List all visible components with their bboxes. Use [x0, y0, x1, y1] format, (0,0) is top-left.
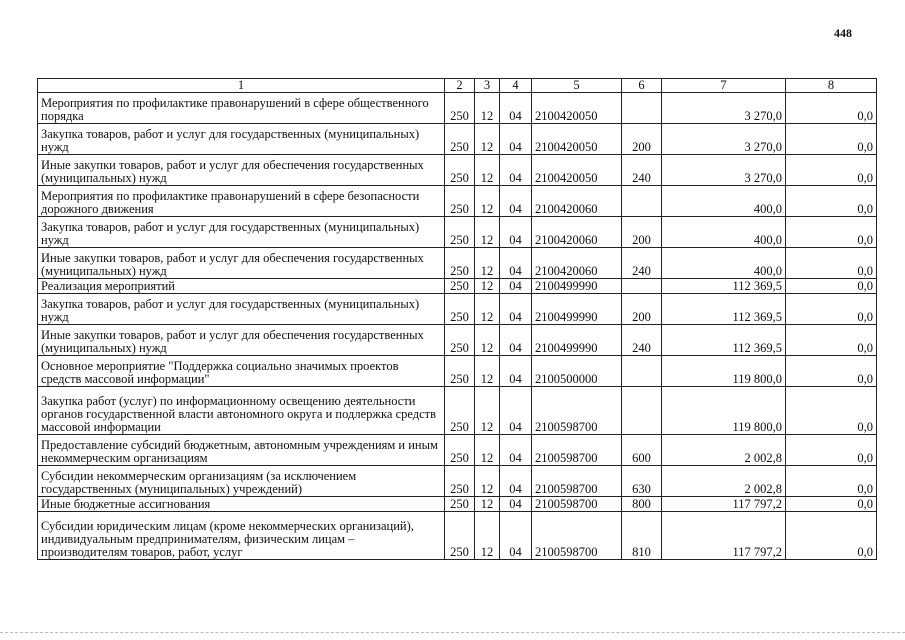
table-row: [38, 124, 877, 155]
table-row: [38, 294, 877, 325]
row-value-cell: 12: [475, 435, 500, 466]
row-value-cell: 2 002,8: [662, 466, 786, 497]
row-name-cell: Иные закупки товаров, работ и услуг для обеспечения государственных (муниципальных) нужд: [38, 248, 445, 279]
row-value-cell: 0,0: [786, 155, 877, 186]
table-row: [38, 279, 877, 294]
table-row: [38, 512, 877, 560]
row-value-cell: 250: [445, 497, 475, 512]
row-value-cell: 250: [445, 435, 475, 466]
row-value-cell: 04: [500, 512, 532, 560]
header-row: [38, 79, 877, 93]
row-value-cell: 250: [445, 387, 475, 435]
row-value-cell: [622, 279, 662, 294]
row-value-cell: 117 797,2: [662, 497, 786, 512]
row-value-cell: 12: [475, 356, 500, 387]
row-value-cell: 12: [475, 294, 500, 325]
header-cell: 2: [445, 79, 475, 93]
row-value-cell: 04: [500, 435, 532, 466]
row-value-cell: 2100420050: [532, 93, 622, 124]
row-value-cell: 250: [445, 124, 475, 155]
header-cell: 3: [475, 79, 500, 93]
row-value-cell: 250: [445, 294, 475, 325]
row-value-cell: 810: [622, 512, 662, 560]
row-value-cell: 250: [445, 279, 475, 294]
row-value-cell: 0,0: [786, 325, 877, 356]
row-value-cell: 630: [622, 466, 662, 497]
row-value-cell: 04: [500, 387, 532, 435]
row-name-cell: Субсидии юридическим лицам (кроме некоммерческих организаций), индивидуальным предпринимателям, физическим лицам – производителям товаров, работ, услуг: [38, 512, 445, 560]
row-value-cell: 12: [475, 93, 500, 124]
row-value-cell: 2100420050: [532, 155, 622, 186]
row-value-cell: 400,0: [662, 186, 786, 217]
budget-table: [37, 78, 877, 560]
row-value-cell: 200: [622, 217, 662, 248]
row-value-cell: 04: [500, 294, 532, 325]
row-value-cell: 12: [475, 325, 500, 356]
row-value-cell: 200: [622, 124, 662, 155]
row-name-cell: Реализация мероприятий: [38, 279, 445, 294]
row-value-cell: 600: [622, 435, 662, 466]
row-value-cell: 0,0: [786, 93, 877, 124]
row-name-cell: Иные закупки товаров, работ и услуг для обеспечения государственных (муниципальных) нужд: [38, 325, 445, 356]
row-name-cell: Основное мероприятие "Поддержка социально значимых проектов средств массовой информации": [38, 356, 445, 387]
table-row: [38, 497, 877, 512]
header-cell: 6: [622, 79, 662, 93]
row-value-cell: 2100598700: [532, 435, 622, 466]
row-name-cell: Иные закупки товаров, работ и услуг для обеспечения государственных (муниципальных) нужд: [38, 155, 445, 186]
row-value-cell: 04: [500, 186, 532, 217]
table-row: [38, 186, 877, 217]
row-value-cell: 04: [500, 356, 532, 387]
row-name-cell: Предоставление субсидий бюджетным, автономным учреждениям и иным некоммерческим организациям: [38, 435, 445, 466]
row-value-cell: 12: [475, 497, 500, 512]
row-value-cell: 2100499990: [532, 325, 622, 356]
row-value-cell: 0,0: [786, 497, 877, 512]
row-value-cell: 12: [475, 155, 500, 186]
row-value-cell: 12: [475, 512, 500, 560]
row-value-cell: 2100420060: [532, 186, 622, 217]
row-value-cell: 12: [475, 466, 500, 497]
scan-edge-line: [0, 632, 905, 633]
row-value-cell: 250: [445, 512, 475, 560]
row-value-cell: 400,0: [662, 217, 786, 248]
row-value-cell: 2100420050: [532, 124, 622, 155]
row-value-cell: 04: [500, 155, 532, 186]
row-value-cell: 2100598700: [532, 387, 622, 435]
row-name-cell: Закупка работ (услуг) по информационному освещению деятельности органов государственной власти автономного округа и подлержка средств массовой информации: [38, 387, 445, 435]
row-value-cell: 0,0: [786, 466, 877, 497]
row-name-cell: Иные бюджетные ассигнования: [38, 497, 445, 512]
row-value-cell: 3 270,0: [662, 93, 786, 124]
header-cell: 8: [786, 79, 877, 93]
table-row: [38, 217, 877, 248]
row-value-cell: 04: [500, 497, 532, 512]
header-cell: 7: [662, 79, 786, 93]
row-value-cell: 2100499990: [532, 279, 622, 294]
row-value-cell: 12: [475, 387, 500, 435]
row-value-cell: 3 270,0: [662, 124, 786, 155]
row-name-cell: Закупка товаров, работ и услуг для государственных (муниципальных) нужд: [38, 124, 445, 155]
row-value-cell: 400,0: [662, 248, 786, 279]
row-value-cell: 119 800,0: [662, 387, 786, 435]
row-value-cell: 0,0: [786, 248, 877, 279]
row-value-cell: 2100420060: [532, 217, 622, 248]
row-value-cell: 250: [445, 155, 475, 186]
row-value-cell: 0,0: [786, 356, 877, 387]
row-value-cell: 250: [445, 466, 475, 497]
row-value-cell: 2100598700: [532, 512, 622, 560]
row-value-cell: 0,0: [786, 387, 877, 435]
row-value-cell: 0,0: [786, 512, 877, 560]
table-row: [38, 435, 877, 466]
row-value-cell: 3 270,0: [662, 155, 786, 186]
row-value-cell: 250: [445, 186, 475, 217]
row-name-cell: Мероприятия по профилактике правонарушений в сфере безопасности дорожного движения: [38, 186, 445, 217]
row-value-cell: 240: [622, 325, 662, 356]
row-value-cell: 04: [500, 248, 532, 279]
row-value-cell: 12: [475, 124, 500, 155]
row-value-cell: 0,0: [786, 435, 877, 466]
row-value-cell: 112 369,5: [662, 279, 786, 294]
header-cell: 5: [532, 79, 622, 93]
row-name-cell: Мероприятия по профилактике правонарушений в сфере общественного порядка: [38, 93, 445, 124]
row-value-cell: 04: [500, 93, 532, 124]
row-name-cell: Закупка товаров, работ и услуг для государственных (муниципальных) нужд: [38, 217, 445, 248]
row-value-cell: [622, 186, 662, 217]
row-value-cell: 240: [622, 155, 662, 186]
row-value-cell: 119 800,0: [662, 356, 786, 387]
row-value-cell: 250: [445, 93, 475, 124]
row-value-cell: 800: [622, 497, 662, 512]
row-value-cell: 2100598700: [532, 497, 622, 512]
row-value-cell: 250: [445, 356, 475, 387]
page-number: 448: [834, 26, 852, 40]
row-value-cell: 200: [622, 294, 662, 325]
row-value-cell: 0,0: [786, 217, 877, 248]
row-value-cell: 250: [445, 248, 475, 279]
row-value-cell: 0,0: [786, 279, 877, 294]
row-value-cell: 12: [475, 279, 500, 294]
row-value-cell: 0,0: [786, 186, 877, 217]
table-row: [38, 356, 877, 387]
row-value-cell: 04: [500, 279, 532, 294]
row-value-cell: 12: [475, 186, 500, 217]
row-value-cell: 04: [500, 217, 532, 248]
header-cell: 4: [500, 79, 532, 93]
table-row: [38, 387, 877, 435]
row-name-cell: Закупка товаров, работ и услуг для государственных (муниципальных) нужд: [38, 294, 445, 325]
row-value-cell: 250: [445, 325, 475, 356]
row-value-cell: 117 797,2: [662, 512, 786, 560]
row-value-cell: 112 369,5: [662, 325, 786, 356]
row-value-cell: 0,0: [786, 124, 877, 155]
table-body: [38, 93, 877, 560]
row-value-cell: 2100420060: [532, 248, 622, 279]
row-value-cell: [622, 356, 662, 387]
row-value-cell: 2 002,8: [662, 435, 786, 466]
row-value-cell: 2100500000: [532, 356, 622, 387]
table-row: [38, 325, 877, 356]
row-value-cell: 2100598700: [532, 466, 622, 497]
row-value-cell: 04: [500, 124, 532, 155]
row-value-cell: [622, 387, 662, 435]
table-row: [38, 155, 877, 186]
row-value-cell: 240: [622, 248, 662, 279]
table-row: [38, 93, 877, 124]
header-cell: 1: [38, 79, 445, 93]
row-value-cell: 2100499990: [532, 294, 622, 325]
row-value-cell: 12: [475, 217, 500, 248]
row-value-cell: [622, 93, 662, 124]
table-row: [38, 248, 877, 279]
row-name-cell: Субсидии некоммерческим организациям (за исключением государственных (муниципальных) учреждений): [38, 466, 445, 497]
table-row: [38, 466, 877, 497]
row-value-cell: 112 369,5: [662, 294, 786, 325]
row-value-cell: 04: [500, 325, 532, 356]
row-value-cell: 250: [445, 217, 475, 248]
row-value-cell: 12: [475, 248, 500, 279]
row-value-cell: 04: [500, 466, 532, 497]
row-value-cell: 0,0: [786, 294, 877, 325]
